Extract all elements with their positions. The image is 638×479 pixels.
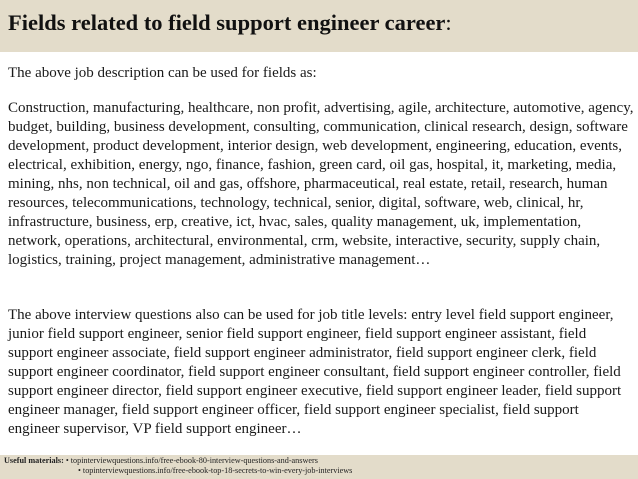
footer-link-2[interactable]: • topinterviewquestions.info/free-ebook-top-18-secrets-to-win-every-job-interviews	[78, 466, 353, 475]
footer-link-1[interactable]: • topinterviewquestions.info/free-ebook-80-interview-questions-and-answers	[65, 456, 318, 465]
footer-row-2	[4, 466, 352, 476]
footer-label: Useful materials:	[4, 456, 64, 465]
page-title	[8, 10, 452, 36]
job-levels-paragraph: The above interview questions also can be used for job title levels: entry level field support engineer, junior field support engineer, senior field support engineer, field support engineer assistant, field support engineer associate, field support engineer administrator, field support engineer clerk, field support engineer coordinator, field support engineer consultant, field support engineer controller, field support engineer director, field support engineer executive, field support engineer leader, field support engineer manager, field support engineer officer, field support engineer specialist, field support engineer supervisor, VP field support engineer…	[8, 307, 622, 437]
page-title-colon: :	[445, 10, 452, 35]
footer	[4, 456, 352, 476]
fields-paragraph: Construction, manufacturing, healthcare, non profit, advertising, agile, architecture, automotive, agency, budget, building, business development, consulting, communication, clinical research, design, software development, product development, interior design, web development, engineering, education, events, electrical, exhibition, energy, ngo, finance, fashion, green card, oil gas, hospital, it, marketing, media, mining, nhs, non technical, oil and gas, offshore, pharmaceutical, real estate, retail, research, human resources, telecommunications, technology, technical, senior, digital, software, web, clinical, hr, infrastructure, business, erp, creative, ict, hvac, sales, quality management, uk, implementation, network, operations, architectural, environmental, crm, website, interactive, security, supply chain, logistics, training, project management, administrative management…	[8, 100, 634, 268]
intro-text: The above job description can be used for fields as:	[8, 65, 317, 81]
page-title-text: Fields related to field support engineer career	[8, 10, 446, 35]
footer-row-1	[4, 456, 352, 466]
